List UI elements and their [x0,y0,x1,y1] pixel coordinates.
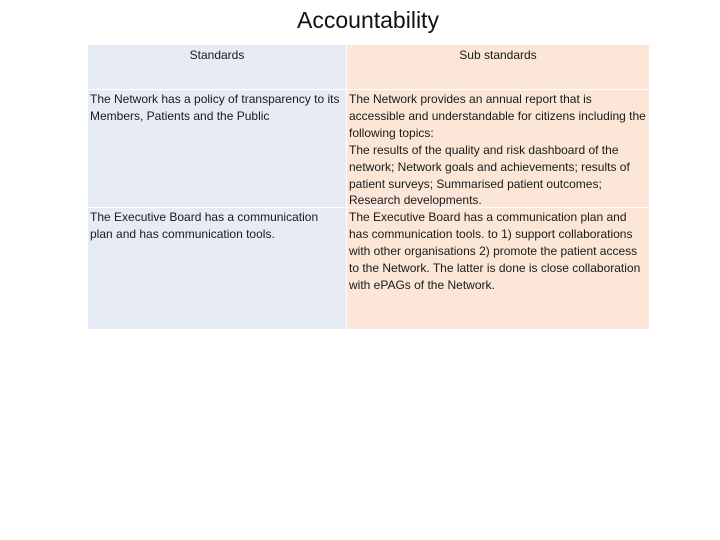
standard-cell: The Network has a policy of transparency to its Members, Patients and the Public [88,90,347,208]
header-standards: Standards [88,45,347,90]
sub-standard-cell [347,90,649,208]
sub-standard-paragraph: The Executive Board has a communication plan and has communication tools. to 1) support collaborations with other organisations 2) promote the patient access to the Network. The latter is done is close collaboration with ePAGs of the Network. [349,210,641,292]
slide-title: Accountability [297,7,439,33]
sub-standard-paragraph: The Network provides an annual report that is accessible and understandable for citizens including the following topics: [349,92,646,140]
standard-cell: The Executive Board has a communication plan and has communication tools. [88,208,347,329]
sub-standard-cell [347,208,649,329]
header-sub-standards: Sub standards [347,45,649,90]
accountability-table [88,45,649,329]
sub-standard-paragraph: The results of the quality and risk dashboard of the network; Network goals and achievements; results of patient surveys; Summarised patient outcomes; Research developments. [349,142,630,208]
